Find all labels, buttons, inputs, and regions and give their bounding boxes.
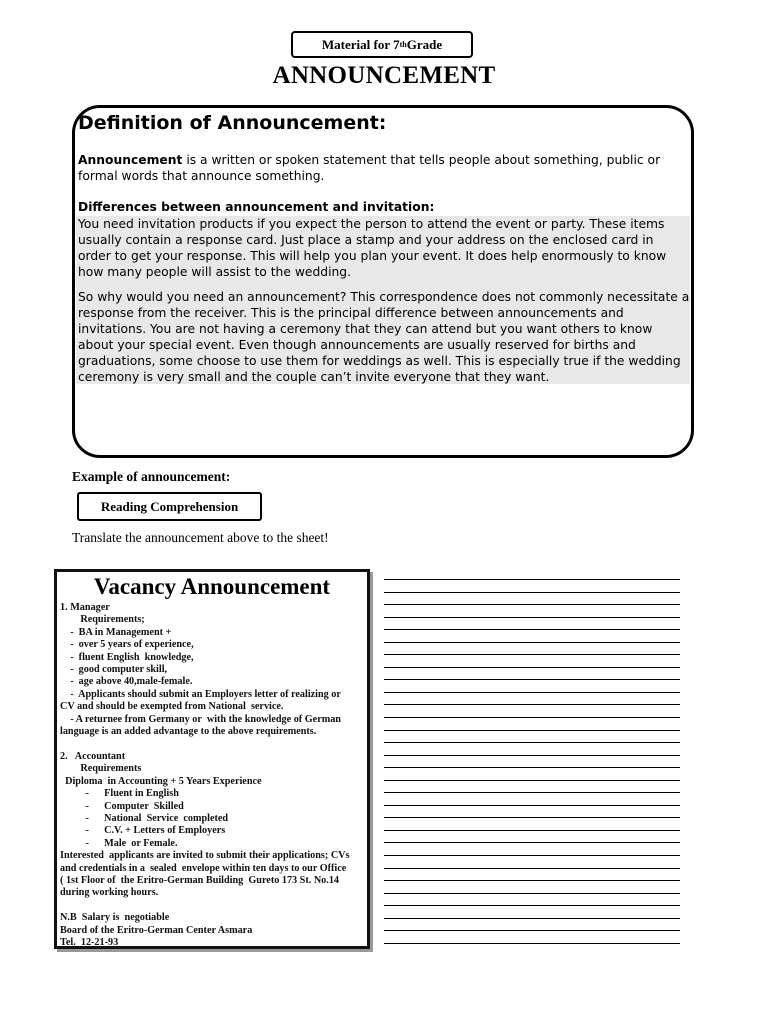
vacancy-line: - C.V. + Letters of Employers: [60, 825, 226, 837]
writing-line: [384, 604, 680, 605]
writing-line: [384, 817, 680, 818]
vacancy-title: Vacancy Announcement: [93, 574, 331, 599]
vacancy-line: - over 5 years of experience,: [60, 639, 194, 651]
vacancy-body: [60, 602, 368, 949]
writing-line: [384, 842, 680, 843]
vacancy-line: Diploma in Accounting + 5 Years Experience: [60, 775, 262, 787]
vacancy-announcement-image: [54, 569, 370, 949]
vacancy-line: CV and should be exempted from National service.: [60, 701, 284, 713]
vacancy-line: - BA in Management +: [60, 626, 172, 638]
vacancy-line: - good computer skill,: [60, 664, 168, 676]
writing-line: [384, 855, 680, 856]
vacancy-line: 2. Accountant: [60, 750, 126, 762]
vacancy-line: N.B Salary is negotiable: [60, 912, 170, 924]
vacancy-line: - Male or Female.: [60, 837, 178, 849]
vacancy-line: during working hours.: [60, 887, 159, 899]
writing-line: [384, 742, 680, 743]
vacancy-line: - Computer Skilled: [60, 800, 184, 812]
vacancy-line: - Fluent in English: [60, 788, 179, 800]
writing-line: [384, 830, 680, 831]
writing-line: [384, 805, 680, 806]
vacancy-line: and credentials in a sealed envelope within ten days to our Office: [60, 862, 347, 874]
definition-term: Announcement: [78, 153, 183, 167]
vacancy-line: Requirements;: [60, 614, 145, 626]
invitation-paragraph: You need invitation products if you expect the person to attend the event or party. These items usually contain a response card. Just place a stamp and your address on the enclosed card in order to get your response. This will help you plan your event. It does help enormously to know how many people will assist to the wedding.: [78, 217, 667, 279]
writing-line: [384, 629, 680, 630]
grade-label-post: Grade: [406, 36, 443, 52]
page-title: ANNOUNCEMENT: [272, 62, 496, 89]
example-label: Example of announcement:: [72, 469, 231, 484]
writing-line: [384, 755, 680, 756]
writing-line: [384, 893, 680, 894]
writing-line: [384, 654, 680, 655]
vacancy-line: - Applicants should submit an Employers letter of realizing or: [60, 688, 341, 700]
writing-line: [384, 704, 680, 705]
instruction-text: Translate the announcement above to the sheet!: [72, 530, 329, 545]
writing-lines: [384, 579, 680, 955]
definition-paragraph: [78, 152, 690, 184]
vacancy-line: ( 1st Floor of the Eritro-German Building Gureto 173 St. No.14: [60, 874, 340, 886]
vacancy-line: Tel. 12-21-93: [60, 936, 119, 948]
writing-line: [384, 943, 680, 944]
writing-line: [384, 592, 680, 593]
definition-heading: Definition of Announcement:: [78, 112, 387, 134]
vacancy-line: [60, 900, 368, 912]
writing-line: [384, 792, 680, 793]
writing-line: [384, 642, 680, 643]
vacancy-line: - National Service completed: [60, 812, 229, 824]
writing-line: [384, 780, 680, 781]
writing-line: [384, 767, 680, 768]
writing-line: [384, 679, 680, 680]
writing-line: [384, 868, 680, 869]
vacancy-line: Board of the Eritro-German Center Asmara: [60, 924, 253, 936]
reading-comprehension-box: Reading Comprehension: [77, 492, 262, 521]
writing-line: [384, 918, 680, 919]
writing-line: [384, 692, 680, 693]
grade-label-sup: th: [399, 40, 407, 49]
vacancy-line: 1. Manager: [60, 602, 110, 613]
announcement-paragraph: So why would you need an announcement? This correspondence does not commonly necessitate a response from the receiver. This is the principal difference between announcements and invitations. You are not having a ceremony that they can attend but you want others to know about your special event. Even though announcements are usually reserved for births and graduations, some choose to use them for weddings as well. This is especially true if the wedding ceremony is very small and the couple can’t invite everyone that they want.: [78, 290, 690, 384]
definition-text: is a written or spoken statement that tells people about something, public or formal words that announce something.: [78, 153, 661, 183]
grade-label-box: [291, 31, 473, 58]
vacancy-line: [60, 738, 368, 750]
writing-line: [384, 880, 680, 881]
writing-line: [384, 930, 680, 931]
vacancy-line: - age above 40,male-female.: [60, 676, 193, 688]
writing-line: [384, 717, 680, 718]
vacancy-line: Requirements: [60, 763, 142, 775]
vacancy-line: - fluent English knowledge,: [60, 651, 194, 663]
writing-line: [384, 667, 680, 668]
writing-line: [384, 905, 680, 906]
vacancy-line: Interested applicants are invited to submit their applications; CVs: [60, 850, 350, 862]
writing-line: [384, 579, 680, 580]
vacancy-line: - A returnee from Germany or with the knowledge of German: [60, 713, 341, 725]
writing-line: [384, 730, 680, 731]
writing-line: [384, 617, 680, 618]
vacancy-line: language is an added advantage to the above requirements.: [60, 726, 317, 738]
differences-heading: Differences between announcement and invitation:: [78, 200, 435, 214]
grade-label-pre: Material for 7: [321, 36, 400, 52]
